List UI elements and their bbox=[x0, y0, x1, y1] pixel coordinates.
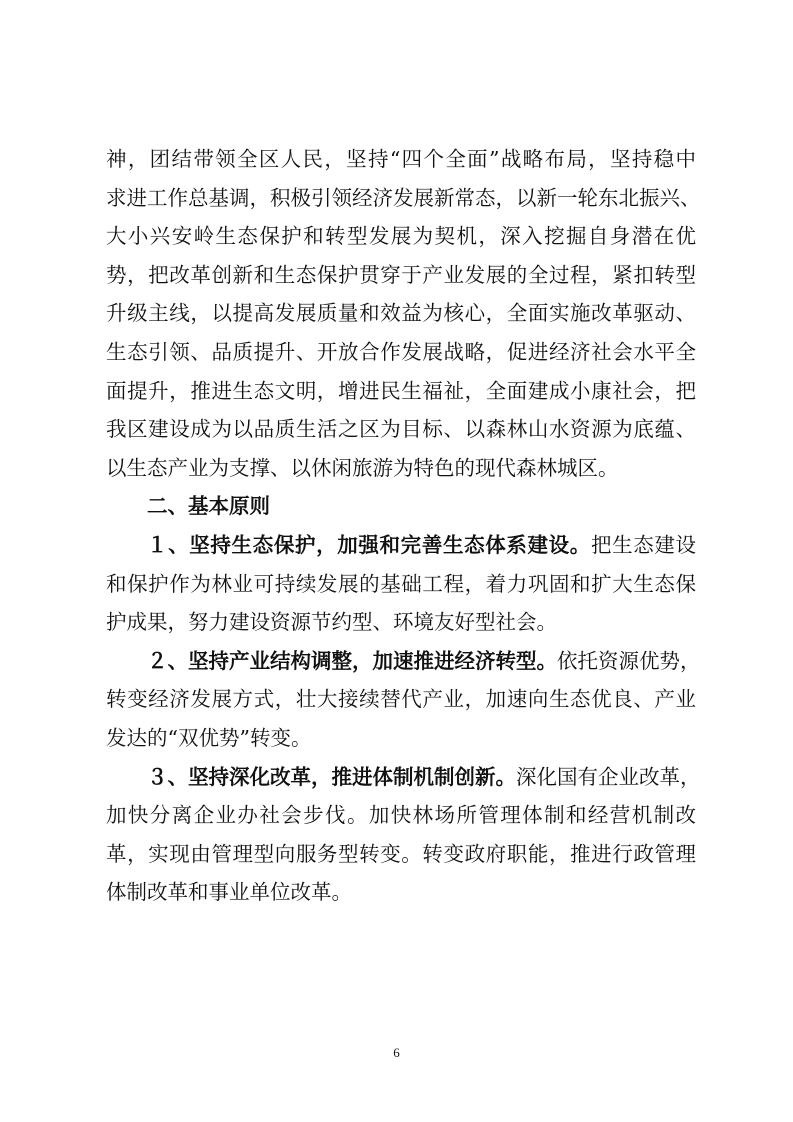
principle-1-text-start: 把生态建设 bbox=[590, 532, 697, 557]
principle-2-text-start: 依托资源优势， bbox=[557, 648, 701, 673]
document-body bbox=[106, 140, 701, 912]
page-number: 6 bbox=[393, 1045, 400, 1060]
principle-1-first-line bbox=[106, 526, 696, 565]
principle-3-text-start: 深化国有企业改革， bbox=[516, 764, 701, 789]
text-line: 求进工作总基调，积极引领经济发展新常态，以新一轮东北振兴、 bbox=[106, 185, 701, 210]
text-line: 大小兴安岭生态保护和转型发展为契机，深入挖掘自身潜在优 bbox=[106, 224, 696, 249]
text-line: 以生态产业为支撑、以休闲旅游为特色的现代森林城区。 bbox=[106, 455, 619, 480]
text-line: 和保护作为林业可持续发展的基础工程，着力巩固和扩大生态保 bbox=[106, 571, 696, 596]
text-line: 升级主线，以提高发展质量和效益为核心，全面实施改革驱动、 bbox=[106, 301, 696, 326]
text-line: 势，把改革创新和生态保护贯穿于产业发展的全过程，紧扣转型 bbox=[106, 262, 696, 287]
text-line: 体制改革和事业单位改革。 bbox=[106, 880, 352, 905]
text-line: 面提升，推进生态文明，增进民生福祉，全面建成小康社会，把 bbox=[106, 378, 696, 403]
text-line: 神，团结带领全区人民，坚持“四个全面”战略布局，坚持稳中 bbox=[106, 147, 696, 171]
principle-3-first-line bbox=[106, 758, 701, 797]
principle-2-first-line bbox=[106, 642, 701, 681]
section-heading: 二、基本原则 bbox=[147, 494, 270, 519]
text-line: 转变经济发展方式，壮大接续替代产业，加速向生态优良、产业 bbox=[106, 687, 696, 712]
principle-1-title: １、坚持生态保护，加强和完善生态体系建设。 bbox=[147, 532, 591, 557]
principle-3-title: ３、坚持深化改革，推进体制机制创新。 bbox=[147, 764, 516, 789]
text-line: 革，实现由管理型向服务型转变。转变政府职能，推进行政管理 bbox=[106, 841, 696, 866]
text-line: 我区建设成为以品质生活之区为目标、以森林山水资源为底蕴、 bbox=[106, 417, 696, 442]
text-line: 护成果，努力建设资源节约型、环境友好型社会。 bbox=[106, 610, 557, 635]
text-line: 生态引领、品质提升、开放合作发展战略，促进经济社会水平全 bbox=[106, 339, 696, 364]
text-line: 加快分离企业办社会步伐。加快林场所管理体制和经营机制改 bbox=[106, 803, 696, 828]
principle-2-title: ２、坚持产业结构调整，加速推进经济转型。 bbox=[147, 648, 557, 673]
text-line: 发达的“双优势”转变。 bbox=[106, 725, 312, 750]
